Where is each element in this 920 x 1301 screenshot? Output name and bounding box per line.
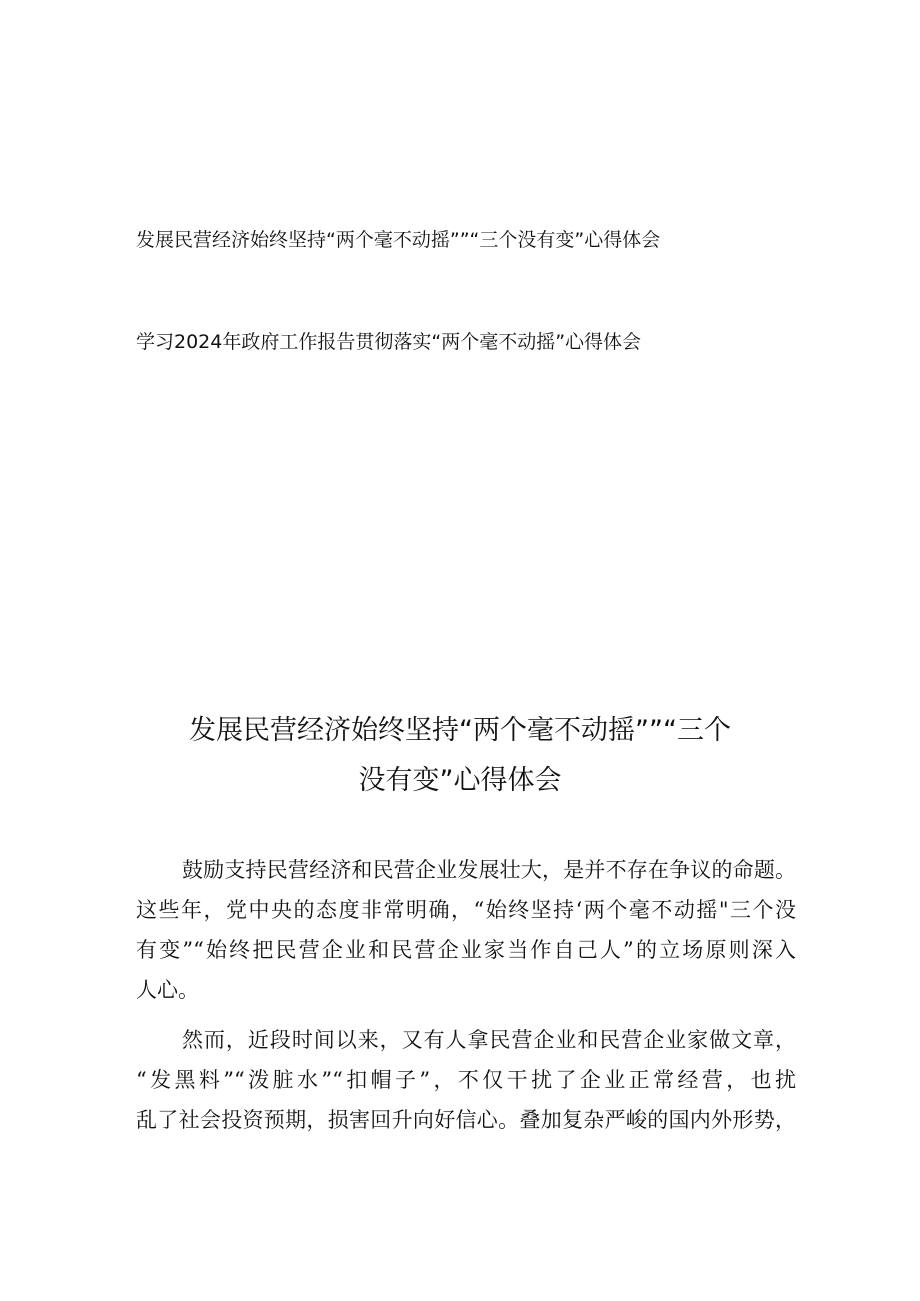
toc-entry-1: 发展民营经济始终坚持“两个毫不动摇””“三个没有变”心得体会 [136, 229, 661, 251]
paragraph-2-line-3: 乱了社会投资预期，损害回升向好信心。叠加复杂严峻的国内外形势， [136, 1108, 796, 1132]
article-title-line-2: 没有变”心得体会 [358, 765, 562, 796]
paragraph-2-line-1: 然而，近段时间以来，又有人拿民营企业和民营企业家做文章， [182, 1028, 796, 1052]
paragraph-1-line-2: 这些年，党中央的态度非常明确，“始终坚持‘两个毫不动摇"三个没 [136, 898, 796, 922]
paragraph-1-line-3: 有变”“始终把民营企业和民营企业家当作自己人”的立场原则深入 [136, 938, 796, 962]
article-title-line-1: 发展民营经济始终坚持“两个毫不动摇””“三个 [189, 715, 731, 746]
paragraph-1-line-4: 人心。 [136, 978, 199, 1002]
article-title [100, 706, 820, 806]
paragraph-2-line-2: “发黑料”“泼脏水”“扣帽子”，不仅干扰了企业正常经营，也扰 [136, 1068, 796, 1092]
paragraph-1-line-1: 鼓励支持民营经济和民营企业发展壮大，是并不存在争议的命题。 [182, 858, 796, 882]
article-body [136, 850, 796, 1140]
toc-entry-2: 学习2024年政府工作报告贯彻落实“两个毫不动摇”心得体会 [136, 331, 642, 353]
paragraph-gap [136, 1010, 796, 1020]
